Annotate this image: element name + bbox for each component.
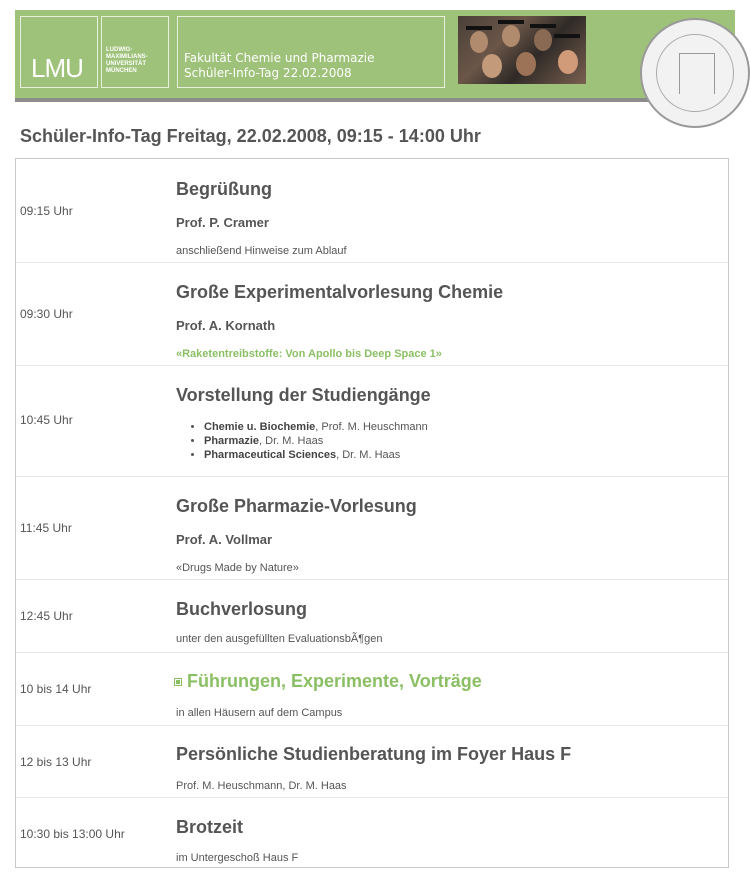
university-name-block: [101, 16, 169, 88]
row-speaker: Prof. A. Kornath: [176, 318, 276, 333]
schedule-row: [16, 797, 728, 867]
row-title: Buchverlosung: [176, 599, 308, 619]
row-time: 10 bis 14 Uhr: [20, 682, 92, 696]
row-title: Große Pharmazie-Vorlesung: [176, 496, 417, 516]
lmu-logo[interactable]: [20, 16, 98, 88]
row-title: Brotzeit: [176, 817, 243, 837]
list-item: • Pharmaceutical Sciences, Dr. M. Haas: [204, 448, 428, 462]
list-item: • Pharmazie, Dr. M. Haas: [204, 434, 428, 448]
university-seal: [640, 18, 750, 128]
row-speaker: Prof. P. Cramer: [176, 215, 269, 230]
schedule-row: [16, 725, 728, 798]
row-title: Begrüßung: [176, 179, 272, 199]
schedule-row: [16, 262, 728, 366]
seal-building-icon: [679, 53, 715, 94]
university-line: MÜNCHEN: [106, 68, 137, 74]
row-note: Prof. M. Heuschmann, Dr. M. Haas: [176, 780, 347, 792]
schedule-row: [16, 476, 728, 580]
university-line: LUDWIG-: [106, 47, 133, 53]
row-time: 11:45 Uhr: [20, 521, 72, 535]
event-name: Schüler-Info-Tag 22.02.2008: [184, 66, 352, 80]
row-note: anschließend Hinweise zum Ablauf: [176, 245, 347, 257]
row-time: 09:15 Uhr: [20, 204, 73, 218]
schedule-table: [15, 158, 729, 868]
students-photo: [458, 16, 586, 84]
lmu-logo-text: LMU: [31, 53, 83, 83]
row-title: Persönliche Studienberatung im Foyer Haus F: [176, 744, 572, 764]
lecture-topic-link[interactable]: «Raketentreibstoffe: Von Apollo bis Deep Space 1»: [176, 348, 442, 360]
seal-ring: [656, 34, 734, 112]
row-time: 10:45 Uhr: [20, 413, 73, 427]
external-link-icon: [174, 678, 182, 686]
university-line: UNIVERSITÄT: [106, 61, 147, 67]
university-line: MAXIMILIANS-: [106, 54, 148, 60]
schedule-row: [16, 365, 728, 477]
row-title: Vorstellung der Studiengänge: [176, 385, 431, 405]
tours-link[interactable]: [174, 671, 482, 692]
row-note: unter den ausgefüllten EvaluationsbÃ¶gen: [176, 633, 383, 645]
row-time: 10:30 bis 13:00 Uhr: [20, 827, 125, 841]
row-time: 12 bis 13 Uhr: [20, 755, 92, 769]
row-note: «Drugs Made by Nature»: [176, 562, 299, 574]
schedule-row: [16, 652, 728, 726]
row-speaker: Prof. A. Vollmar: [176, 532, 273, 547]
row-title: Große Experimentalvorlesung Chemie: [176, 282, 504, 302]
faculty-block: [177, 16, 445, 88]
schedule-row: [16, 159, 728, 263]
page-title: Schüler-Info-Tag Freitag, 22.02.2008, 09:15 - 14:00 Uhr: [20, 126, 481, 146]
schedule-row: [16, 579, 728, 653]
row-time: 12:45 Uhr: [20, 609, 73, 623]
row-note: in allen Häusern auf dem Campus: [176, 707, 343, 719]
row-time: 09:30 Uhr: [20, 307, 73, 321]
row-note: im Untergeschoß Haus F: [176, 852, 299, 864]
header-banner: [15, 10, 735, 102]
study-programs-list: [176, 420, 428, 462]
list-item: • Chemie u. Biochemie, Prof. M. Heuschmann: [204, 420, 428, 434]
tours-link-label: Führungen, Experimente, Vorträge: [187, 671, 482, 691]
faculty-name: Fakultät Chemie und Pharmazie: [184, 51, 375, 65]
